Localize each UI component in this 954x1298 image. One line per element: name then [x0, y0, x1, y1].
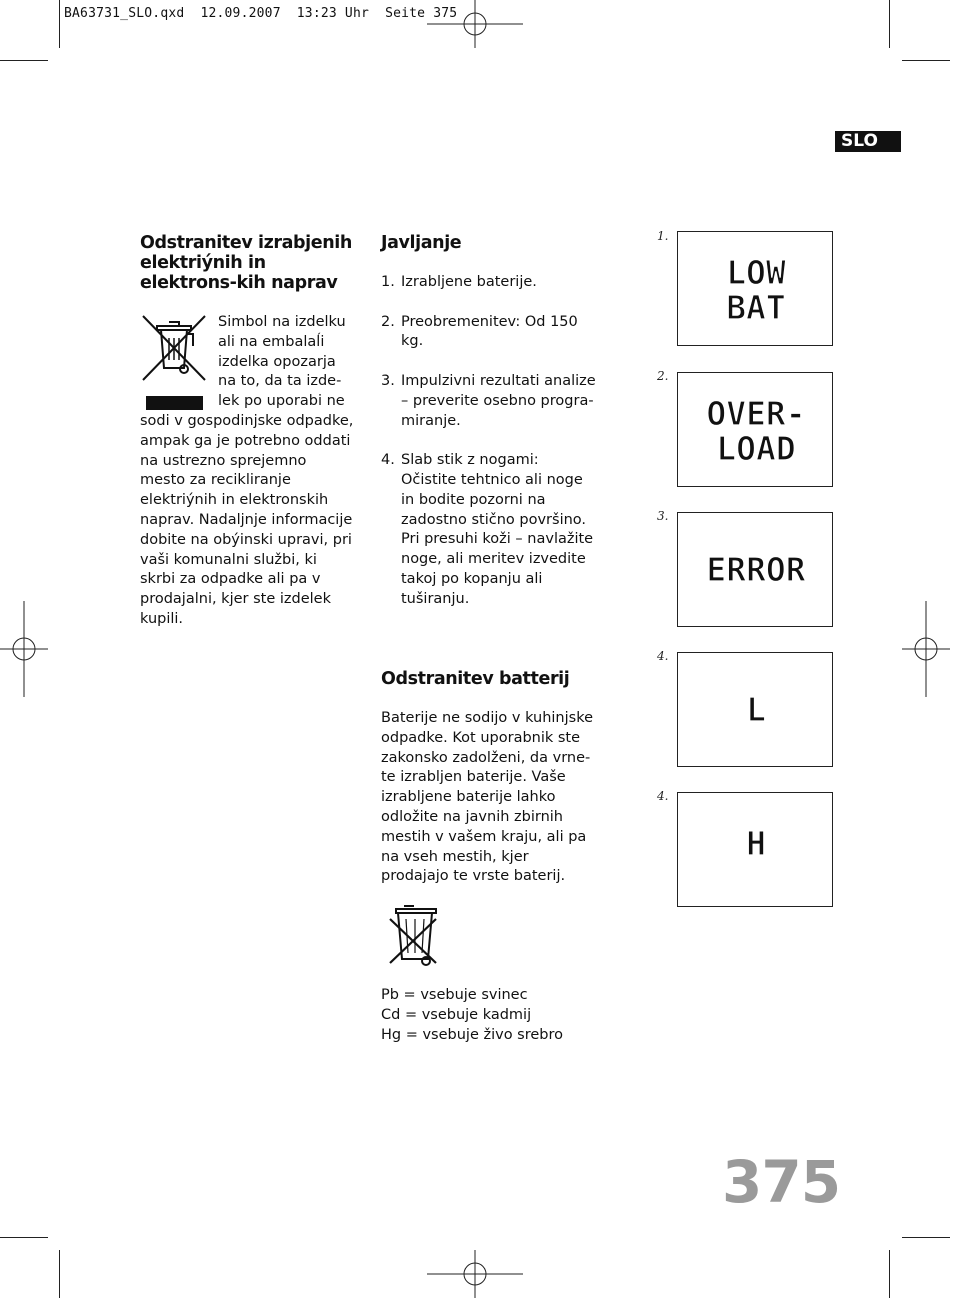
list-item — [381, 372, 596, 431]
chemical-list — [381, 986, 596, 1045]
language-tag: SLO — [835, 131, 901, 152]
lcd-display — [677, 792, 833, 907]
lcd-text: L — [746, 690, 766, 729]
weee-text-below: sodi v gospodinjske odpadke, ampak ga je potrebno oddati na ustrezno sprejemno mesto za recikliranje elektriýnih in elektronskih naprav. Nadaljnje informacije dobite na obýinski upravi, pri vaši komunalni službi, ki skrbi za odpadke ali pa v prodajalni, kjer ste izdelek kupili. — [140, 413, 354, 627]
display-label: 4. — [657, 789, 669, 803]
display-label: 4. — [657, 649, 669, 663]
errors-heading: Javljanje — [381, 233, 462, 253]
crop-mark — [889, 0, 890, 48]
lcd-display — [677, 372, 833, 487]
list-item-number: 2. — [381, 313, 395, 330]
crop-mark — [0, 60, 48, 61]
print-slug: BA63731_SLO.qxd 12.09.2007 13:23 Uhr Seite 375 — [64, 6, 458, 21]
display-label: 1. — [657, 229, 669, 243]
display-label: 3. — [657, 509, 669, 523]
crop-mark — [59, 0, 60, 48]
lcd-display — [677, 512, 833, 627]
lcd-display — [677, 652, 833, 767]
crossed-out-battery-bin-icon — [386, 903, 442, 969]
registration-mark-icon — [902, 601, 950, 697]
crop-mark — [889, 1250, 890, 1298]
list-item — [381, 451, 596, 609]
page-number: 375 — [722, 1148, 841, 1216]
crossed-out-wheelie-bin-icon — [139, 312, 209, 412]
display-label: 2. — [657, 369, 669, 383]
crop-mark — [0, 1237, 48, 1238]
lcd-text: ERROR — [706, 550, 806, 589]
lcd-text: LOW — [726, 253, 786, 292]
list-item: Pb = vsebuje svinec — [381, 987, 528, 1003]
lcd-text: BAT — [726, 288, 786, 327]
list-item — [381, 273, 596, 293]
weee-text-beside-icon: Simbol na izdelku ali na embalaĺi izdelka opozarja na to, da ta izde-lek po uporabi ne — [218, 314, 346, 410]
list-item — [381, 313, 596, 353]
crop-mark — [902, 1237, 950, 1238]
lcd-text: LOAD — [716, 429, 796, 468]
registration-mark-icon — [0, 601, 48, 697]
lcd-text: OVER- — [706, 394, 806, 433]
list-item-text: Slab stik z nogami: Očistite tehtnico ali noge in bodite pozorni na zadostno stično površino. Pri presuhi koži – navlažite noge, ali meritev izvedite takoj po kopanju ali tuširanju. — [401, 452, 594, 607]
list-item-number: 3. — [381, 372, 395, 389]
weee-heading: Odstranitev izrabjenih elektriýnih in elektrons-kih naprav — [140, 233, 352, 293]
list-item: Cd = vsebuje kadmij — [381, 1006, 532, 1023]
lcd-display — [677, 231, 833, 346]
list-item-text: Preobremenitev: Od 150 kg. — [401, 313, 578, 350]
list-item-text: Impulzivni rezultati analize – preverite osebno progra-miranje. — [401, 372, 596, 429]
registration-mark-icon — [427, 1250, 523, 1298]
registration-mark-icon — [427, 0, 523, 48]
crop-mark — [902, 60, 950, 61]
error-list — [381, 273, 596, 629]
list-item-text: Izrabljene baterije. — [401, 274, 537, 290]
battery-heading: Odstranitev batterij — [381, 669, 570, 689]
list-item-number: 4. — [381, 452, 395, 469]
crop-mark — [59, 1250, 60, 1298]
list-item-number: 1. — [381, 274, 395, 290]
lcd-text: H — [746, 824, 766, 863]
list-item: Hg = vsebuje živo srebro — [381, 1026, 564, 1043]
battery-text: Baterije ne sodijo v kuhinjske odpadke. Kot uporabnik ste zakonsko zadolženi, da vrne-te izrabljen baterije. Vaše izrabljene baterije lahko odložite na javnih zbirnih mestih v vašem kraju, ali pa na vseh mestih, kjer prodajajo te vrste baterij. — [381, 710, 593, 885]
